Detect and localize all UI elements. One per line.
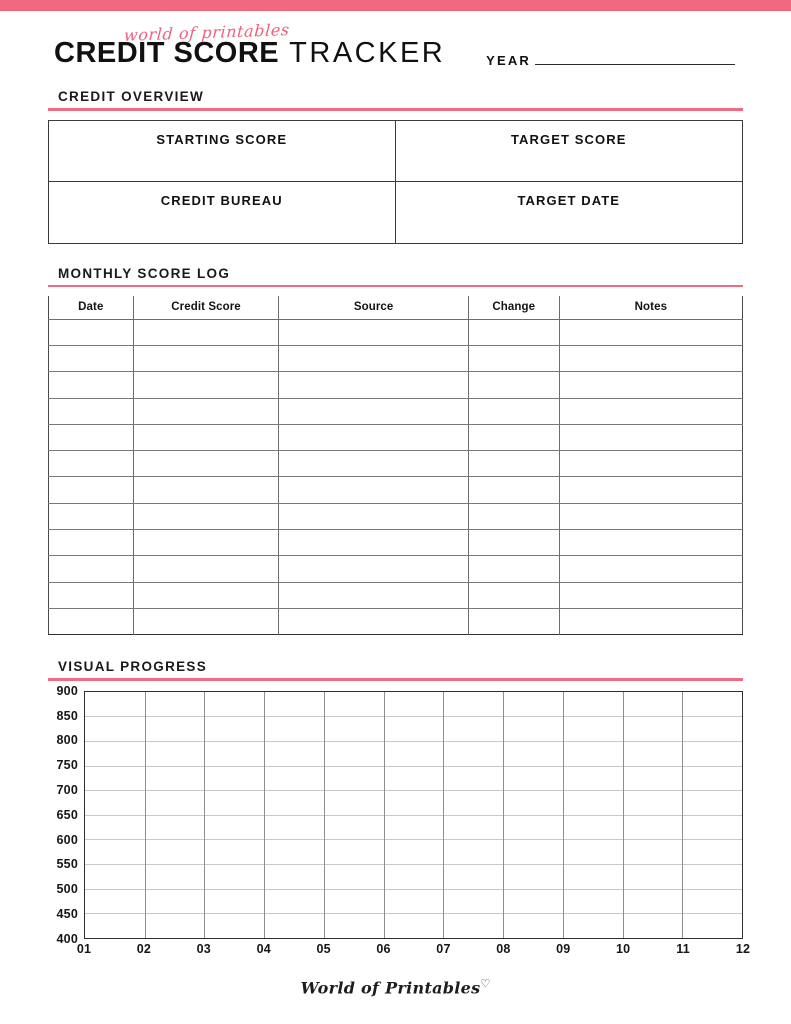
chart-x-tick-label: 07 [436,941,451,956]
table-row [49,608,743,634]
table-cell-credit-score[interactable] [133,319,279,345]
chart-y-tick-label: 750 [56,758,78,773]
chart-y-axis-labels [48,683,81,946]
monthly-score-log-section [48,266,743,636]
table-cell-source[interactable] [279,608,468,634]
table-cell-date[interactable] [49,451,134,477]
table-cell-date[interactable] [49,398,134,424]
table-cell-notes[interactable] [559,556,742,582]
chart-y-tick-label: 400 [56,931,78,946]
table-cell-credit-score[interactable] [133,477,279,503]
table-cell-change[interactable] [468,451,559,477]
chart-gridline-vertical [443,692,444,938]
chart-x-axis-labels [76,941,751,961]
table-cell-credit-score[interactable] [133,451,279,477]
column-header-change: Change [468,296,559,319]
section-heading-monthly-score-log: MONTHLY SCORE LOG [58,265,231,281]
visual-progress-section [48,659,751,961]
table-cell-notes[interactable] [559,372,742,398]
chart-gridline-vertical [145,692,146,938]
chart-x-tick-label: 10 [616,941,631,956]
section-heading-credit-overview: CREDIT OVERVIEW [58,89,205,104]
table-cell-date[interactable] [49,556,134,582]
chart-gridline-vertical [264,692,265,938]
table-cell-credit-score[interactable] [133,372,279,398]
chart-gridline-vertical [563,692,564,938]
table-row [49,398,743,424]
table-cell-credit-score[interactable] [133,582,279,608]
table-cell-source[interactable] [279,556,468,582]
overview-label-target-score: TARGET SCORE [510,131,627,147]
page-footer [0,977,791,998]
overview-cell-target-date[interactable] [396,182,743,243]
table-cell-date[interactable] [49,530,134,556]
table-cell-source[interactable] [279,319,468,345]
table-cell-notes[interactable] [559,582,742,608]
chart-x-tick-label: 08 [496,941,511,956]
table-cell-credit-score[interactable] [133,608,279,634]
table-cell-source[interactable] [279,451,468,477]
table-cell-notes[interactable] [559,608,742,634]
credit-score-chart [48,683,751,961]
heart-icon: ♡ [480,978,491,990]
section-heading-visual-progress: VISUAL PROGRESS [58,659,208,675]
chart-y-tick-label: 600 [56,832,78,847]
table-cell-date[interactable] [49,503,134,529]
table-cell-change[interactable] [468,582,559,608]
monthly-score-log-table [48,296,743,635]
overview-cell-credit-bureau[interactable] [49,182,396,243]
table-row [49,345,743,371]
table-row [49,530,743,556]
column-header-credit-score: Credit Score [133,296,279,319]
table-cell-change[interactable] [468,319,559,345]
chart-x-tick-label: 04 [256,941,271,956]
chart-x-tick-label: 06 [376,941,391,956]
table-cell-date[interactable] [49,372,134,398]
chart-gridline-vertical [682,692,683,938]
table-cell-source[interactable] [279,398,468,424]
table-cell-change[interactable] [468,372,559,398]
page-content [0,11,791,961]
table-row [49,556,743,582]
chart-gridline-horizontal [85,716,742,717]
chart-gridline-horizontal [85,889,742,890]
table-cell-date[interactable] [49,608,134,634]
page-title-strong: CREDIT SCORE [54,37,280,69]
table-row [49,477,743,503]
chart-gridline-vertical [204,692,205,938]
table-cell-change[interactable] [468,398,559,424]
chart-plot-area[interactable] [84,691,743,939]
chart-x-tick-label: 11 [676,941,690,956]
table-cell-notes[interactable] [559,477,742,503]
year-label: YEAR [486,53,531,68]
overview-label-credit-bureau: CREDIT BUREAU [160,192,283,208]
chart-x-tick-label: 03 [196,941,211,956]
table-cell-change[interactable] [468,345,559,371]
chart-gridline-vertical [324,692,325,938]
table-cell-date[interactable] [49,424,134,450]
section-rule-monthly-score-log [48,285,743,288]
table-cell-credit-score[interactable] [133,530,279,556]
column-header-date: Date [49,296,134,319]
table-cell-change[interactable] [468,556,559,582]
table-cell-notes[interactable] [559,319,742,345]
page-header [48,11,743,89]
chart-y-tick-label: 900 [56,683,78,698]
year-write-line[interactable] [535,64,735,65]
table-cell-date[interactable] [49,582,134,608]
chart-x-tick-label: 02 [136,941,152,956]
chart-gridline-vertical [623,692,624,938]
brand-script-text: world of printables [123,20,291,45]
table-cell-credit-score[interactable] [133,398,279,424]
chart-x-tick-label: 05 [316,941,331,956]
chart-gridline-horizontal [85,839,742,840]
chart-gridline-vertical [384,692,385,938]
section-rule-visual-progress [48,678,743,681]
table-cell-notes[interactable] [559,398,742,424]
chart-y-tick-label: 550 [56,857,78,872]
credit-overview-grid [48,120,743,244]
table-cell-date[interactable] [49,477,134,503]
overview-cell-starting-score[interactable] [49,121,396,182]
table-cell-source[interactable] [279,582,468,608]
top-pink-banner [0,0,791,11]
chart-x-tick-label: 12 [735,941,751,956]
table-cell-source[interactable] [279,530,468,556]
table-cell-change[interactable] [468,608,559,634]
table-cell-credit-score[interactable] [133,503,279,529]
monthly-score-log-body [49,319,743,635]
chart-gridline-horizontal [85,790,742,791]
table-row [49,372,743,398]
overview-cell-target-score[interactable] [396,121,743,182]
table-cell-change[interactable] [468,503,559,529]
chart-gridline-horizontal [85,741,742,742]
column-header-notes: Notes [559,296,742,319]
table-cell-notes[interactable] [559,503,742,529]
chart-gridline-horizontal [85,766,742,767]
page-title [54,39,445,68]
table-row [49,503,743,529]
table-row [49,582,743,608]
table-cell-change[interactable] [468,424,559,450]
column-header-source: Source [279,296,468,319]
table-cell-source[interactable] [279,372,468,398]
overview-label-target-date: TARGET DATE [517,192,621,208]
table-cell-notes[interactable] [559,530,742,556]
table-cell-date[interactable] [49,319,134,345]
table-row [49,451,743,477]
table-cell-notes[interactable] [559,424,742,450]
overview-label-starting-score: STARTING SCORE [156,131,288,147]
chart-y-tick-label: 850 [56,708,78,723]
table-header-row [49,296,743,319]
footer-brand-text: World of Printables [300,978,481,998]
section-rule-credit-overview [48,108,743,111]
table-row [49,319,743,345]
chart-gridline-vertical [503,692,504,938]
chart-y-tick-label: 700 [56,783,78,798]
table-cell-notes[interactable] [559,451,742,477]
page-title-light: TRACKER [279,37,446,69]
table-cell-change[interactable] [468,477,559,503]
table-cell-source[interactable] [279,477,468,503]
chart-gridline-horizontal [85,913,742,914]
table-cell-source[interactable] [279,345,468,371]
table-cell-change[interactable] [468,530,559,556]
table-cell-credit-score[interactable] [133,556,279,582]
chart-y-tick-label: 800 [56,733,78,748]
table-cell-date[interactable] [49,345,134,371]
table-cell-source[interactable] [279,503,468,529]
credit-overview-section [48,89,743,244]
chart-y-tick-label: 450 [56,907,78,922]
year-field[interactable] [486,53,735,68]
table-row [49,424,743,450]
table-cell-credit-score[interactable] [133,424,279,450]
chart-y-tick-label: 500 [56,882,78,897]
chart-x-tick-label: 09 [556,941,571,956]
table-cell-credit-score[interactable] [133,345,279,371]
table-cell-source[interactable] [279,424,468,450]
chart-x-tick-label: 01 [76,941,92,956]
chart-gridline-horizontal [85,864,742,865]
table-cell-notes[interactable] [559,345,742,371]
chart-gridline-horizontal [85,815,742,816]
chart-y-tick-label: 650 [56,807,78,822]
